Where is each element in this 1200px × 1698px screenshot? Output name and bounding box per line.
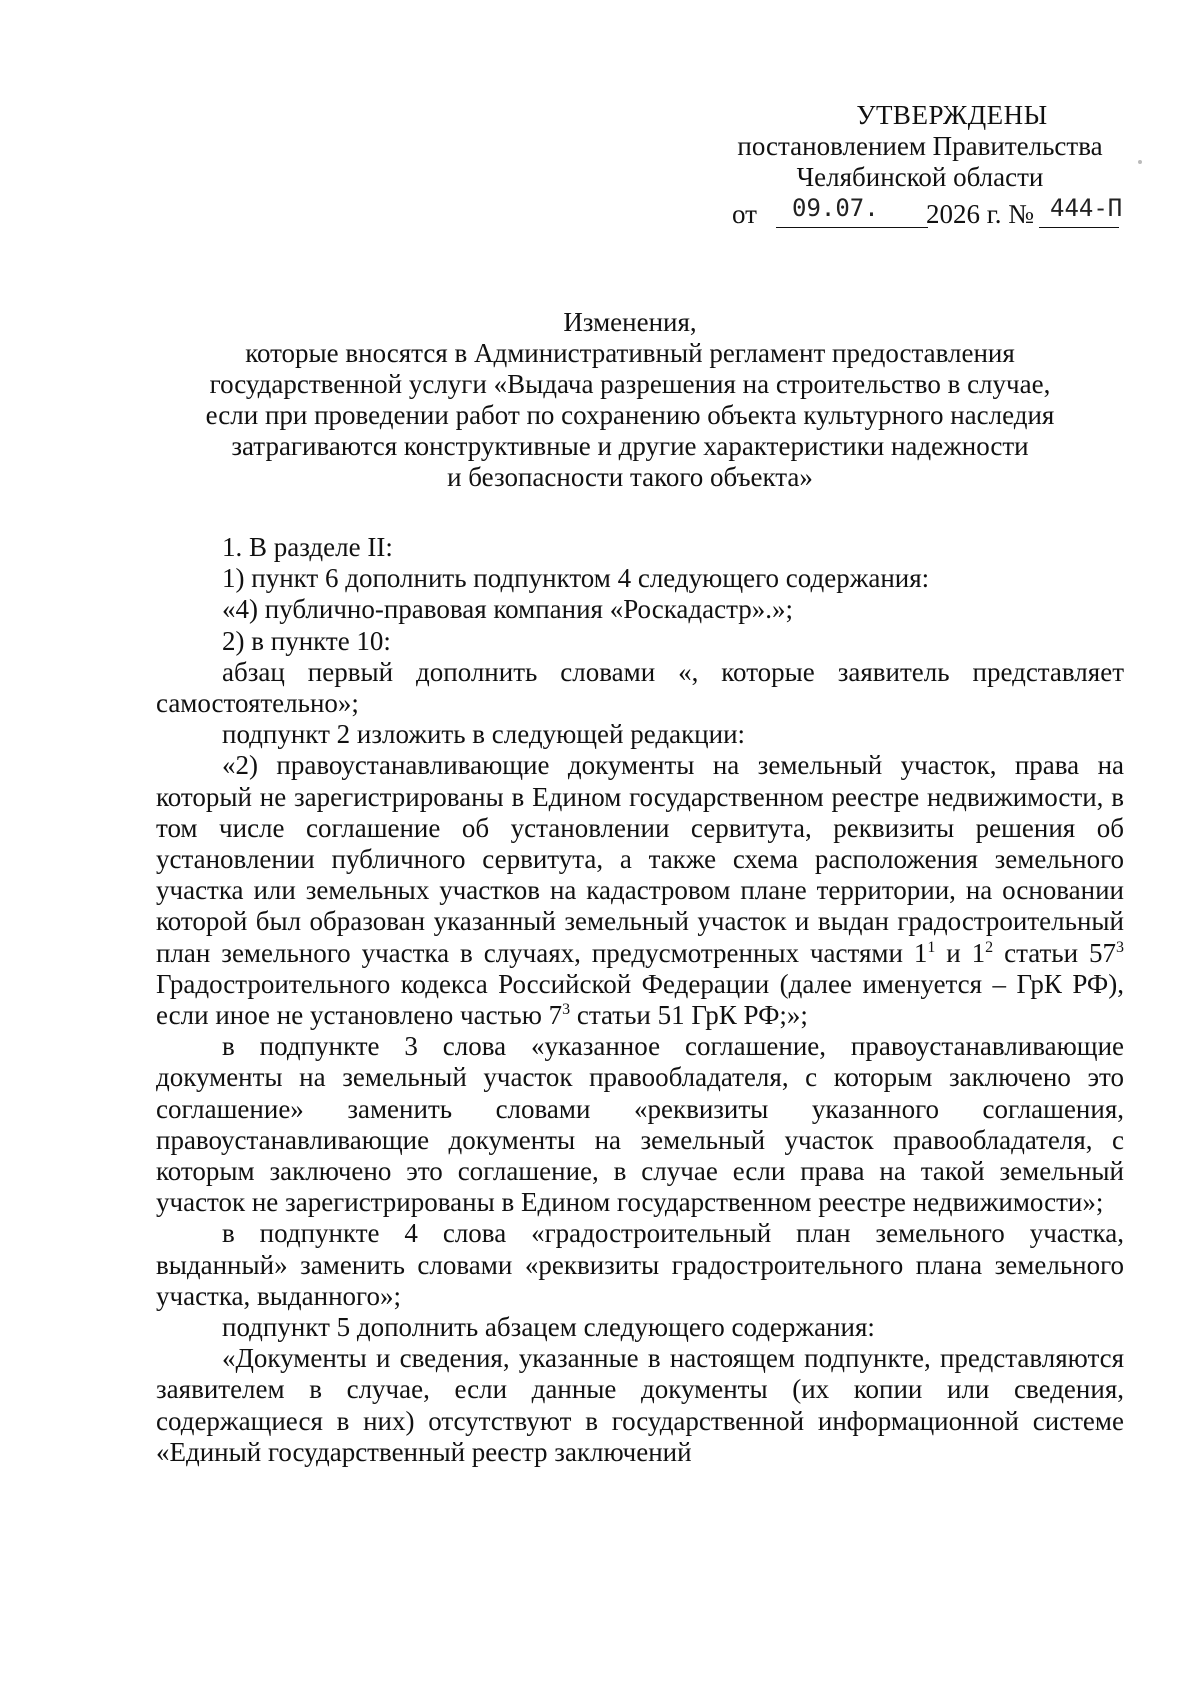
text-run: «2) правоустанавливающие документы на земельный участок, права на который не зарегистрированы в Едином государственном реестре недвижимости, в том числе соглашение об установлении сервитута, реквизиты решения об установлении публичного сервитута, а также схема расположения земельного участка или земельных участков на кадастровом плане территории, на основании которой был образован указанный земельный участок и выдан градостроительный план земельного участка в случаях, предусмотренных частями 1 [156, 750, 1124, 968]
approval-line-2: Челябинской области [796, 162, 1044, 192]
paragraph: «Документы и сведения, указанные в настоящем подпункте, представляются заявителем в случае, если данные документы (их копии или сведения, содержащиеся в них) отсутствуют в государственной информационной системе «Единый государственный реестр заключений [156, 1343, 1124, 1467]
paragraph-with-superscripts [156, 750, 1124, 1031]
title-line-6: и безопасности такого объекта» [447, 462, 813, 492]
paragraph: подпункт 5 дополнить абзацем следующего содержания: [222, 1312, 875, 1343]
approval-date-line [700, 193, 1140, 229]
handwritten-number: 444-П [1050, 194, 1123, 222]
title-line-4: если при проведении работ по сохранению объекта культурного наследия [205, 400, 1055, 430]
paragraph: 2) в пункте 10: [222, 625, 391, 656]
document-title [150, 307, 1110, 493]
text-run: статьи 51 ГрК РФ;»; [570, 1000, 808, 1031]
year-number-label: 2026 г. № [926, 199, 1035, 229]
title-line-2: которые вносятся в Административный регламент предоставления [245, 338, 1015, 368]
superscript: 3 [562, 1001, 571, 1019]
handwritten-date: 09.07. [792, 194, 879, 222]
document-body [156, 532, 1124, 1468]
superscript: 1 [927, 938, 936, 956]
title-line-3: государственной услуги «Выдача разрешения на строительство в случае, [209, 369, 1051, 399]
text-run: и 1 [935, 937, 986, 968]
text-run: Градостроительного кодекса Российской Федерации (далее именуется – ГрК РФ), если иное не установлено частью 7 [156, 968, 1124, 1031]
paragraph: в подпункте 4 слова «градостроительный план земельного участка, выданный» заменить словами «реквизиты градостроительного плана земельного участка, выданного»; [156, 1218, 1124, 1311]
paragraph: в подпункте 3 слова «указанное соглашение, правоустанавливающие документы на земельный участок правообладателя, с которым заключено это соглашение» заменить словами «реквизиты указанного соглашения, правоустанавливающие документы на земельный участок правообладателя, с которым заключено это соглашение, в случае если права на такой земельный участок не зарегистрированы в Едином государственном реестре недвижимости»; [156, 1031, 1124, 1218]
paragraph: «4) публично-правовая компания «Роскадастр».»; [222, 594, 793, 625]
title-line-5: затрагиваются конструктивные и другие характеристики надежности [231, 431, 1029, 461]
from-label: от [732, 199, 757, 229]
title-line-1: Изменения, [563, 307, 697, 337]
paragraph: 1) пункт 6 дополнить подпунктом 4 следующего содержания: [222, 563, 930, 594]
superscript: 3 [1116, 938, 1124, 956]
paragraph: 1. В разделе II: [222, 532, 393, 562]
approval-line-1: постановлением Правительства [737, 131, 1103, 161]
approval-heading: УТВЕРЖДЕНЫ [856, 100, 1048, 130]
paragraph: подпункт 2 изложить в следующей редакции: [222, 719, 746, 750]
paragraph: абзац первый дополнить словами «, которые заявитель представляет самостоятельно»; [156, 656, 1124, 719]
text-run: статьи 57 [993, 937, 1116, 968]
approval-stamp [700, 100, 1140, 229]
superscript: 2 [985, 938, 994, 956]
